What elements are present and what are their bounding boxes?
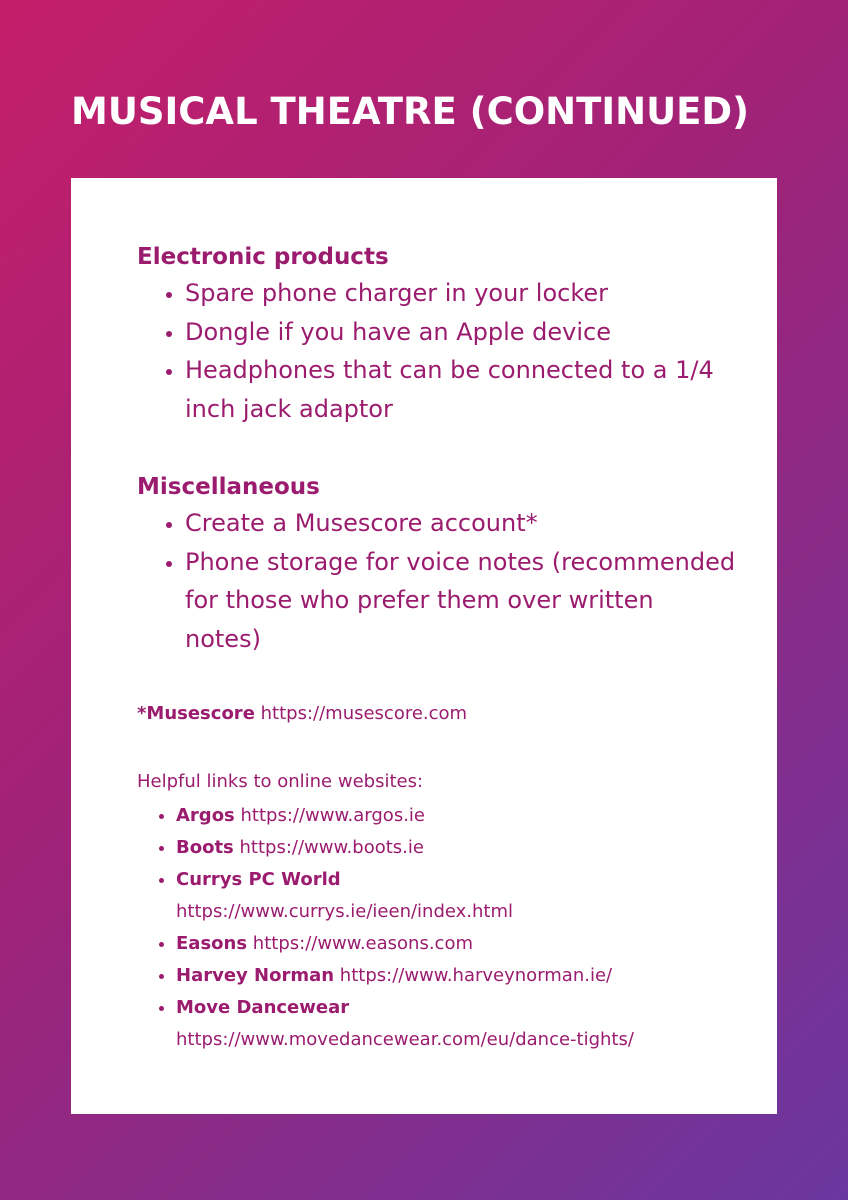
footnote-label: *Musescore bbox=[137, 703, 255, 724]
link-url[interactable]: https://www.harveynorman.ie/ bbox=[339, 965, 613, 986]
musescore-footnote bbox=[137, 702, 737, 726]
list-item: • Create a Musescore account* bbox=[185, 504, 737, 543]
link-name: Easons bbox=[176, 933, 248, 954]
helpful-links-list bbox=[137, 800, 737, 1056]
link-name: Argos bbox=[176, 805, 235, 826]
electronic-products-list bbox=[137, 274, 737, 428]
link-url[interactable]: https://www.currys.ie/ieen/index.html bbox=[176, 901, 514, 922]
list-item: • Phone storage for voice notes (recommended for those who prefer them over written notes) bbox=[185, 543, 737, 659]
list-item: • Spare phone charger in your locker bbox=[185, 274, 737, 313]
section-heading-miscellaneous: Miscellaneous bbox=[137, 474, 320, 500]
content-card bbox=[71, 178, 777, 1114]
link-name: Move Dancewear bbox=[176, 997, 350, 1018]
section-heading-electronic-products: Electronic products bbox=[137, 244, 389, 270]
miscellaneous-list bbox=[137, 504, 737, 658]
list-item: • Dongle if you have an Apple device bbox=[185, 313, 737, 352]
links-intro: Helpful links to online websites: bbox=[137, 771, 424, 792]
link-item-harvey-norman bbox=[176, 960, 737, 992]
link-item-currys bbox=[176, 864, 737, 928]
link-url[interactable]: https://www.boots.ie bbox=[239, 837, 424, 858]
link-item-easons bbox=[176, 928, 737, 960]
page-title: MUSICAL THEATRE (CONTINUED) bbox=[71, 90, 750, 133]
link-url[interactable]: https://www.movedancewear.com/eu/dance-tights/ bbox=[176, 1029, 634, 1050]
link-name: Currys PC World bbox=[176, 869, 341, 890]
link-item-argos bbox=[176, 800, 737, 832]
link-url[interactable]: https://www.argos.ie bbox=[240, 805, 425, 826]
link-name: Harvey Norman bbox=[176, 965, 335, 986]
link-name: Boots bbox=[176, 837, 234, 858]
link-item-move-dancewear bbox=[176, 992, 737, 1056]
musescore-link[interactable]: https://musescore.com bbox=[260, 703, 468, 724]
link-url[interactable]: https://www.easons.com bbox=[252, 933, 473, 954]
card-content bbox=[137, 242, 737, 1056]
list-item: • Headphones that can be connected to a 1/4 inch jack adaptor bbox=[185, 351, 737, 428]
link-item-boots bbox=[176, 832, 737, 864]
